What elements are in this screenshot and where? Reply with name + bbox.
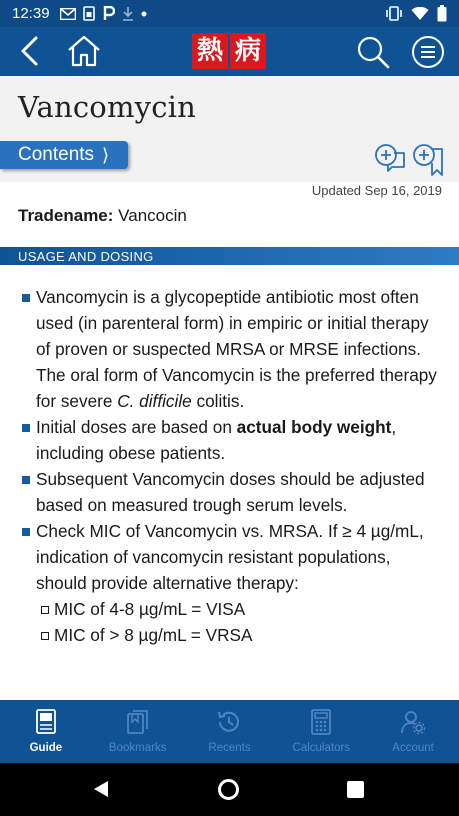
- nav-label: Calculators: [292, 742, 351, 754]
- square-bullet-icon: [22, 476, 30, 484]
- status-icons-right: [385, 5, 447, 22]
- add-note-icon[interactable]: [374, 143, 406, 175]
- square-bullet-icon: [22, 528, 30, 536]
- hollow-square-bullet-icon: [41, 606, 49, 614]
- page-title: Vancomycin: [18, 90, 197, 124]
- sub-list-item: MIC of > 8 µg/mL = VRSA: [0, 622, 459, 648]
- tradename-label: Tradename:: [18, 206, 114, 225]
- list-item: Subsequent Vancomycin doses should be adjusted based on measured trough serum levels.: [0, 466, 459, 518]
- list-item: Check MIC of Vancomycin vs. MRSA. If ≥ 4 µg/mL, indication of vancomycin resistant populations, should provide alternative therapy:: [0, 518, 459, 596]
- menu-icon[interactable]: [411, 35, 445, 69]
- nav-calculators[interactable]: [275, 700, 367, 763]
- list-item: Vancomycin is a glycopeptide antibiotic most often used (in parenteral form) in empiric or initial therapy of proven or suspected MRSA or MRSE infections. The oral form of Vancomycin is the preferred therapy for severe C. difficile colitis.: [0, 284, 459, 414]
- nav-bookmarks[interactable]: [92, 700, 184, 763]
- updated-date: Updated Sep 16, 2019: [311, 183, 442, 198]
- calculator-icon: [308, 708, 334, 736]
- strong-text: actual body weight: [236, 417, 392, 437]
- nav-label: Recents: [208, 742, 251, 754]
- search-icon[interactable]: [356, 35, 390, 69]
- account-settings-icon: [400, 708, 426, 736]
- home-icon[interactable]: [66, 34, 102, 68]
- square-bullet-icon: [22, 424, 30, 432]
- contents-button[interactable]: [0, 141, 128, 169]
- nav-label: Bookmarks: [108, 742, 167, 754]
- app-logo: [192, 33, 266, 69]
- gmail-icon: [60, 8, 76, 20]
- bottom-nav: [0, 700, 459, 763]
- p-icon: [102, 6, 115, 21]
- logo-char-1: 熱: [192, 33, 228, 69]
- sim-icon: [83, 6, 95, 21]
- book-icon: [33, 708, 59, 736]
- nav-guide[interactable]: [0, 700, 92, 763]
- nav-recents[interactable]: [184, 700, 276, 763]
- history-icon: [216, 708, 242, 736]
- system-recents-icon[interactable]: [347, 781, 364, 798]
- download-icon: [122, 6, 134, 21]
- system-nav-bar: [0, 763, 459, 816]
- logo-char-2: 病: [230, 33, 266, 69]
- status-bar: [0, 0, 459, 27]
- dot-icon: [141, 11, 147, 17]
- nav-account[interactable]: [367, 700, 459, 763]
- content-body: [0, 284, 459, 700]
- status-icons-left: [60, 6, 147, 21]
- tradename: [18, 206, 187, 226]
- back-arrow-icon[interactable]: [14, 35, 46, 67]
- nav-label: Account: [392, 742, 434, 754]
- wifi-icon: [411, 7, 429, 21]
- square-bullet-icon: [22, 294, 30, 302]
- battery-icon: [437, 5, 447, 22]
- bookmarks-icon: [125, 708, 151, 736]
- title-area: [0, 76, 459, 182]
- nav-label: Guide: [29, 742, 63, 754]
- app-bar: [0, 27, 459, 76]
- list-item: Initial doses are based on actual body weight, including obese patients.: [0, 414, 459, 466]
- sub-list-item: MIC of 4-8 µg/mL = VISA: [0, 596, 459, 622]
- contents-label: Contents: [18, 144, 95, 165]
- system-home-icon[interactable]: [218, 779, 239, 800]
- status-time: 12:39: [12, 5, 50, 22]
- hollow-square-bullet-icon: [41, 632, 49, 640]
- chevron-right-icon: ⟩: [102, 144, 110, 165]
- system-back-icon[interactable]: [92, 780, 110, 803]
- tradename-value: Vancocin: [113, 206, 187, 225]
- add-bookmark-icon[interactable]: [412, 143, 444, 177]
- section-header: USAGE AND DOSING: [0, 247, 459, 265]
- vibrate-icon: [385, 6, 403, 21]
- emphasis: C. difficile: [117, 391, 192, 411]
